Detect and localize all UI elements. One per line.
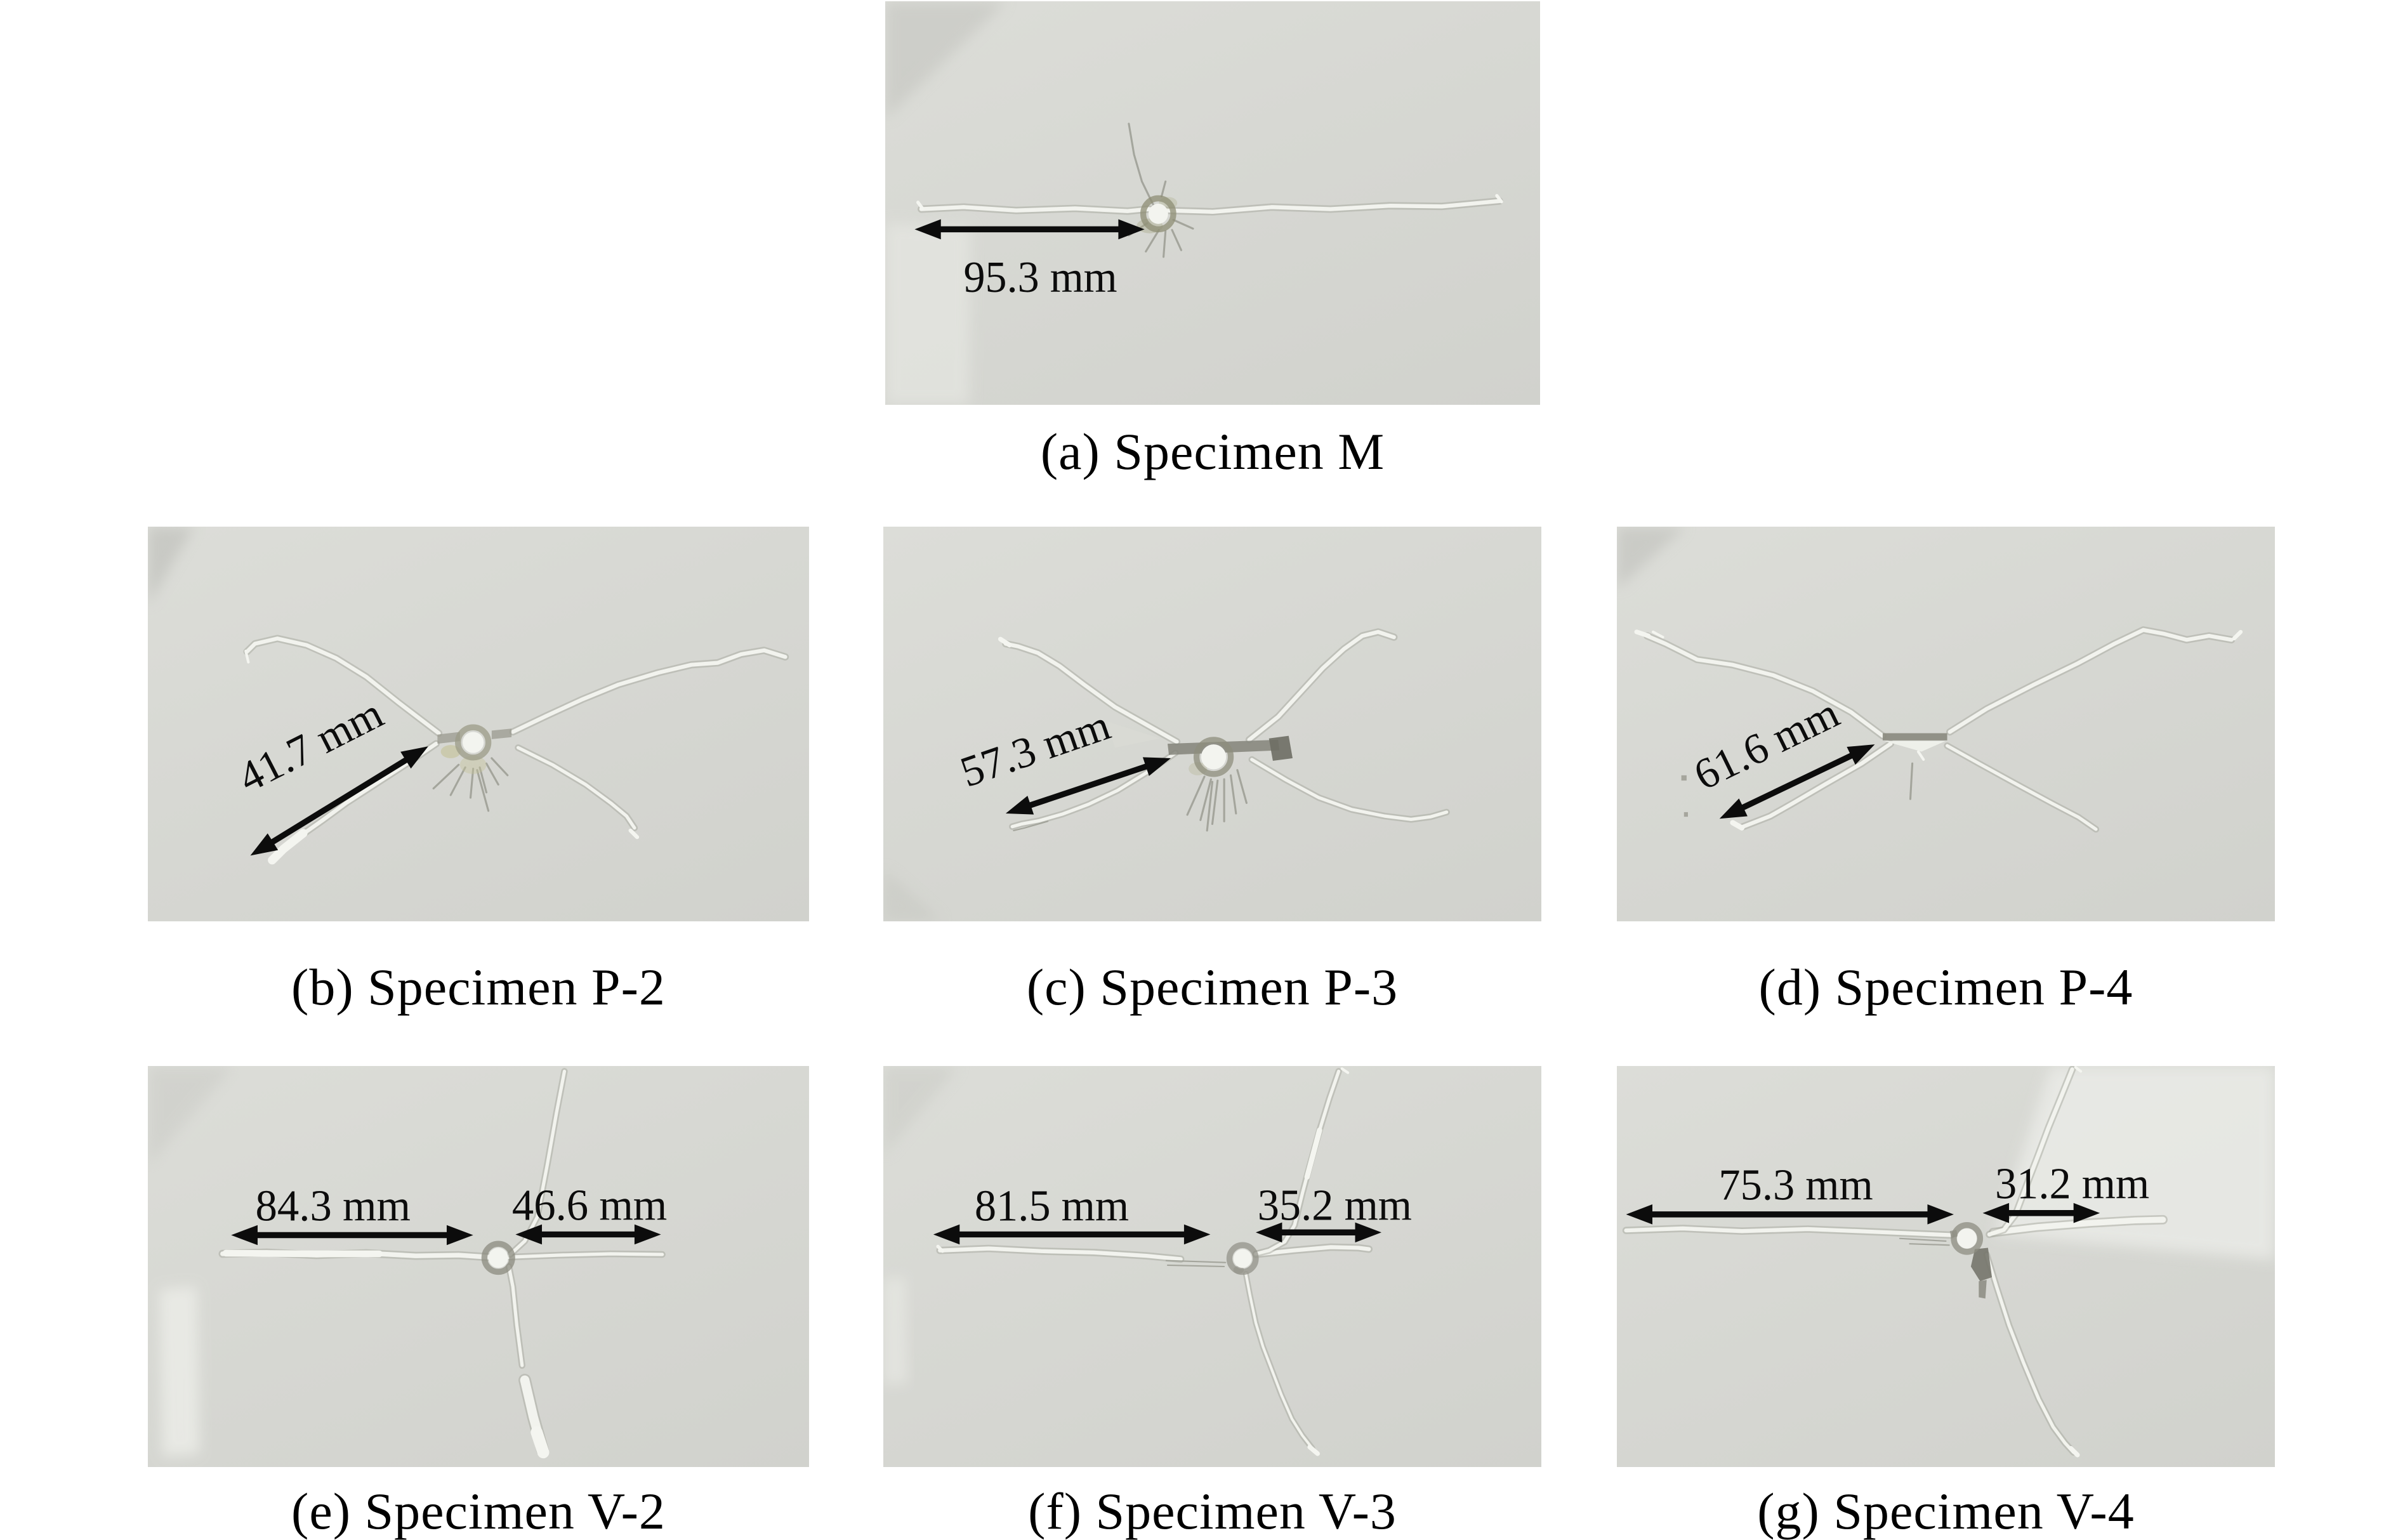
arrowhead-icon [251, 833, 279, 855]
crack-spray [487, 763, 499, 784]
measurement-label: 57.3 mm [954, 700, 1116, 796]
specimen-photo-c [883, 527, 1541, 921]
crack-spray [1237, 770, 1247, 803]
crack-spray [1187, 777, 1204, 815]
impact-mark [1885, 741, 1945, 752]
caption-g: (g) Specimen V-4 [1757, 1482, 2135, 1540]
specimen-photo-b [148, 527, 809, 921]
measurement-arrow [933, 1181, 1211, 1244]
crack-spray [1162, 181, 1166, 196]
specimen-crack-svg [1617, 1066, 2275, 1467]
crack-ridge [1246, 1274, 1312, 1449]
crack-spray [1168, 1265, 1224, 1267]
impact-mark [492, 728, 511, 739]
photo-shading [883, 1066, 959, 1156]
measurement-label: 81.5 mm [974, 1181, 1130, 1230]
arrowhead-icon [933, 1225, 959, 1245]
crack-spray [1164, 232, 1166, 257]
arrowhead-icon [1184, 1225, 1210, 1245]
crack-spray [492, 758, 508, 775]
crack-ridge-highlight [226, 1253, 379, 1254]
crack-ridge-highlight [1342, 1069, 1348, 1072]
specimen-crack-svg [148, 1066, 809, 1467]
impact-mark [1979, 1280, 1986, 1298]
crack-ridge-highlight [537, 1432, 543, 1452]
crack-spray [1172, 230, 1181, 250]
crack-spray [1173, 220, 1193, 229]
photo-shading [160, 1287, 200, 1457]
measurement-arrow [231, 1181, 473, 1245]
crack-spray [433, 765, 459, 788]
crack-ridge-highlight [1310, 1447, 1317, 1454]
crack-shadow [1987, 1254, 2074, 1452]
impact-mark [1269, 736, 1293, 761]
impact-hole [484, 1244, 512, 1272]
impact-mark [1682, 775, 1687, 780]
crack-ridge-highlight [1001, 639, 1010, 645]
arrowhead-icon [1720, 798, 1748, 819]
caption-e: (e) Specimen V-2 [291, 1482, 666, 1540]
crack-ridge-highlight [631, 831, 637, 837]
measurement-label: 84.3 mm [255, 1180, 411, 1230]
photo-shading [885, 223, 970, 405]
photo-shading [883, 1277, 907, 1385]
crack-spray [1213, 780, 1218, 824]
impact-mark [1883, 734, 1947, 740]
arrowhead-icon [447, 1225, 473, 1246]
caption-f: (f) Specimen V-3 [1028, 1482, 1397, 1540]
crack-ridge [1950, 630, 2232, 732]
specimen-photo-f [883, 1066, 1541, 1467]
measurement-arrow [1626, 1161, 1954, 1224]
caption-a: (a) Specimen M [1040, 423, 1385, 480]
caption-b: (b) Specimen P-2 [291, 958, 666, 1016]
arrowhead-icon [231, 1225, 258, 1246]
crack-shadow [1252, 760, 1447, 819]
crack-ridge-highlight [2234, 632, 2241, 638]
photo-shading [148, 1066, 234, 1166]
caption-d: (d) Specimen P-4 [1758, 958, 2133, 1016]
crack-shadow [1950, 630, 2232, 732]
specimen-crack-svg [885, 1, 1540, 405]
crack-spray [1231, 775, 1236, 813]
crack-spray [1911, 763, 1913, 799]
arrowhead-icon [1006, 796, 1034, 814]
crack-ridge-highlight [1307, 1130, 1320, 1177]
measurement-label: 95.3 mm [963, 252, 1117, 302]
measurement-label: 35.2 mm [1257, 1180, 1413, 1230]
impact-hole [1136, 197, 1177, 233]
impact-hole [1229, 1245, 1255, 1273]
crack-shadow [513, 650, 785, 732]
impact-hole [1954, 1225, 1980, 1252]
photo-shading [1617, 527, 1686, 589]
measurement-label: 41.7 mm [230, 688, 391, 802]
crack-ridge [509, 1267, 522, 1366]
measurement-arrow [512, 1180, 667, 1244]
specimen-photo-g [1617, 1066, 2275, 1467]
impact-mark [1684, 812, 1688, 817]
crack-ridge [1987, 1254, 2074, 1452]
crack-shadow [1246, 1274, 1312, 1449]
specimen-photo-d [1617, 527, 2275, 921]
specimen-crack-svg [883, 1066, 1541, 1467]
crack-shadow [518, 747, 635, 827]
crack-spray [1900, 1239, 1946, 1241]
photo-shading [148, 527, 194, 605]
photo-shading [883, 869, 942, 921]
specimen-crack-svg [883, 527, 1541, 921]
crack-ridge [513, 650, 785, 732]
specimen-crack-svg [1617, 527, 2275, 921]
measurement-label: 61.6 mm [1686, 688, 1847, 800]
crack-spray [1909, 1244, 1949, 1245]
crack-ridge [1249, 632, 1394, 740]
arrowhead-icon [1626, 1204, 1652, 1225]
crack-ridge-highlight [1918, 752, 1923, 760]
specimen-photo-a [885, 1, 1540, 405]
crack-ridge-highlight [1733, 823, 1743, 828]
specimen-crack-svg [148, 527, 809, 921]
measurement-arrow [1256, 1181, 1412, 1242]
caption-c: (c) Specimen P-3 [1026, 958, 1399, 1016]
measurement-label: 31.2 mm [1994, 1159, 2150, 1208]
specimen-photo-e [148, 1066, 809, 1467]
measurement-label: 75.3 mm [1718, 1161, 1873, 1209]
arrowhead-icon [1927, 1204, 1953, 1225]
photo-shading [885, 1, 1006, 119]
measurement-label: 46.6 mm [511, 1180, 668, 1230]
